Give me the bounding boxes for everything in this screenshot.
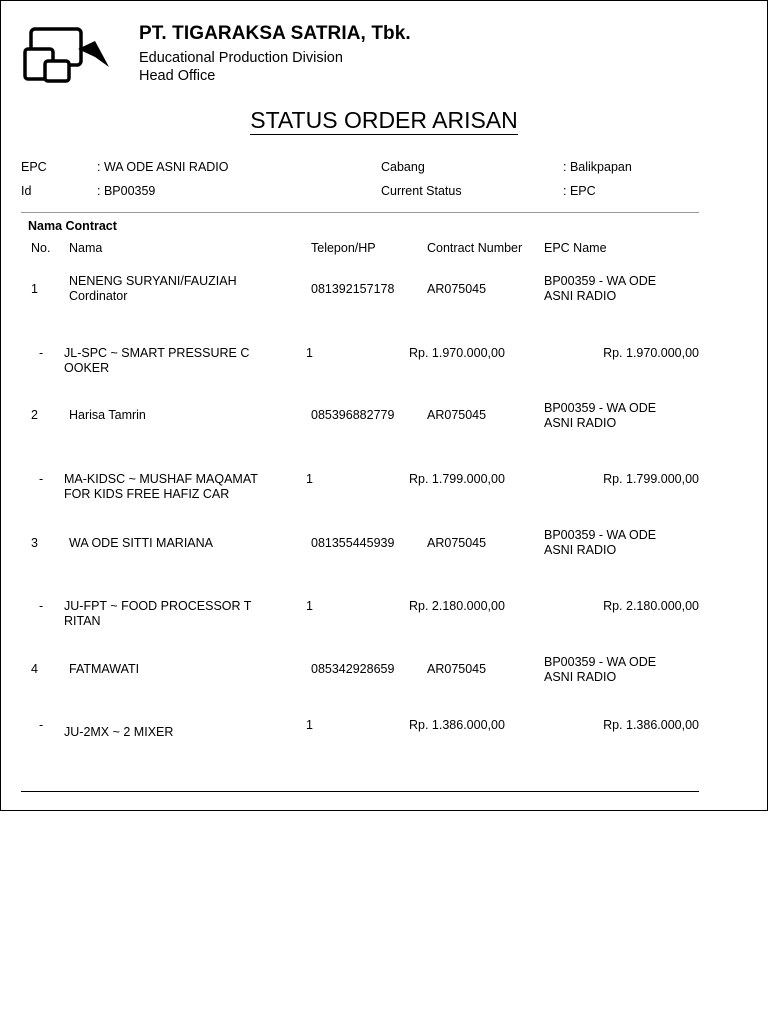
- item-price: Rp. 1.970.000,00: [409, 346, 505, 360]
- item-dash: -: [39, 472, 44, 486]
- item-name: MA-KIDSC ~ MUSHAF MAQAMAT FOR KIDS FREE HAFIZ CAR: [64, 472, 258, 501]
- item-total: Rp. 1.386.000,00: [603, 718, 699, 732]
- section-title: Nama Contract: [28, 219, 117, 233]
- contract-epc-name: BP00359 - WA ODE ASNI RADIO: [544, 528, 657, 557]
- contract-epc-name: BP00359 - WA ODE ASNI RADIO: [544, 274, 657, 303]
- office-name: Head Office: [139, 68, 216, 84]
- contract-number: AR075045: [427, 536, 487, 550]
- page-title: STATUS ORDER ARISAN: [250, 107, 518, 133]
- epc-label: EPC: [21, 160, 47, 174]
- company-name: PT. TIGARAKSA SATRIA, Tbk.: [139, 23, 411, 44]
- contract-nama: NENENG SURYANI/FAUZIAH Cordinator: [69, 274, 237, 303]
- column-header-epc: EPC Name: [544, 241, 607, 255]
- cabang-label: Cabang: [381, 160, 425, 174]
- contract-nama: WA ODE SITTI MARIANA: [69, 536, 213, 550]
- item-dash: -: [39, 718, 44, 732]
- status-value: : EPC: [563, 184, 596, 198]
- item-qty: 1: [306, 718, 313, 732]
- divider: [21, 212, 699, 213]
- item-total: Rp. 1.799.000,00: [603, 472, 699, 486]
- contract-number: AR075045: [427, 282, 487, 296]
- item-price: Rp. 1.799.000,00: [409, 472, 505, 486]
- status-label: Current Status: [381, 184, 462, 198]
- item-name: JL-SPC ~ SMART PRESSURE C OOKER: [64, 346, 250, 375]
- item-total: Rp. 1.970.000,00: [603, 346, 699, 360]
- item-dash: -: [39, 346, 44, 360]
- column-header-contract: Contract Number: [427, 241, 523, 255]
- company-logo-icon: [23, 27, 111, 85]
- item-name: JU-FPT ~ FOOD PROCESSOR T RITAN: [64, 599, 252, 628]
- division-name: Educational Production Division: [139, 50, 343, 66]
- item-qty: 1: [306, 472, 313, 486]
- item-qty: 1: [306, 346, 313, 360]
- item-qty: 1: [306, 599, 313, 613]
- bottom-divider: [21, 791, 699, 792]
- column-header-telepon: Telepon/HP: [311, 241, 376, 255]
- contract-no: 3: [31, 536, 38, 550]
- id-value: : BP00359: [97, 184, 156, 198]
- contract-telepon: 085342928659: [311, 662, 395, 676]
- contract-number: AR075045: [427, 408, 487, 422]
- item-dash: -: [39, 599, 44, 613]
- column-header-nama: Nama: [69, 241, 103, 255]
- contract-telepon: 081392157178: [311, 282, 395, 296]
- item-price: Rp. 2.180.000,00: [409, 599, 505, 613]
- contract-no: 2: [31, 408, 38, 422]
- contract-epc-name: BP00359 - WA ODE ASNI RADIO: [544, 401, 657, 430]
- contract-nama: FATMAWATI: [69, 662, 140, 676]
- contract-telepon: 081355445939: [311, 536, 395, 550]
- contract-telepon: 085396882779: [311, 408, 395, 422]
- contract-nama: Harisa Tamrin: [69, 408, 146, 422]
- item-total: Rp. 2.180.000,00: [603, 599, 699, 613]
- contract-epc-name: BP00359 - WA ODE ASNI RADIO: [544, 655, 657, 684]
- id-label: Id: [21, 184, 32, 198]
- epc-value: : WA ODE ASNI RADIO: [97, 160, 229, 174]
- contract-no: 4: [31, 662, 38, 676]
- cabang-value: : Balikpapan: [563, 160, 632, 174]
- item-price: Rp. 1.386.000,00: [409, 718, 505, 732]
- contract-number: AR075045: [427, 662, 487, 676]
- contract-no: 1: [31, 282, 38, 296]
- item-name: JU-2MX ~ 2 MIXER: [64, 725, 174, 739]
- column-header-no: No.: [31, 241, 51, 255]
